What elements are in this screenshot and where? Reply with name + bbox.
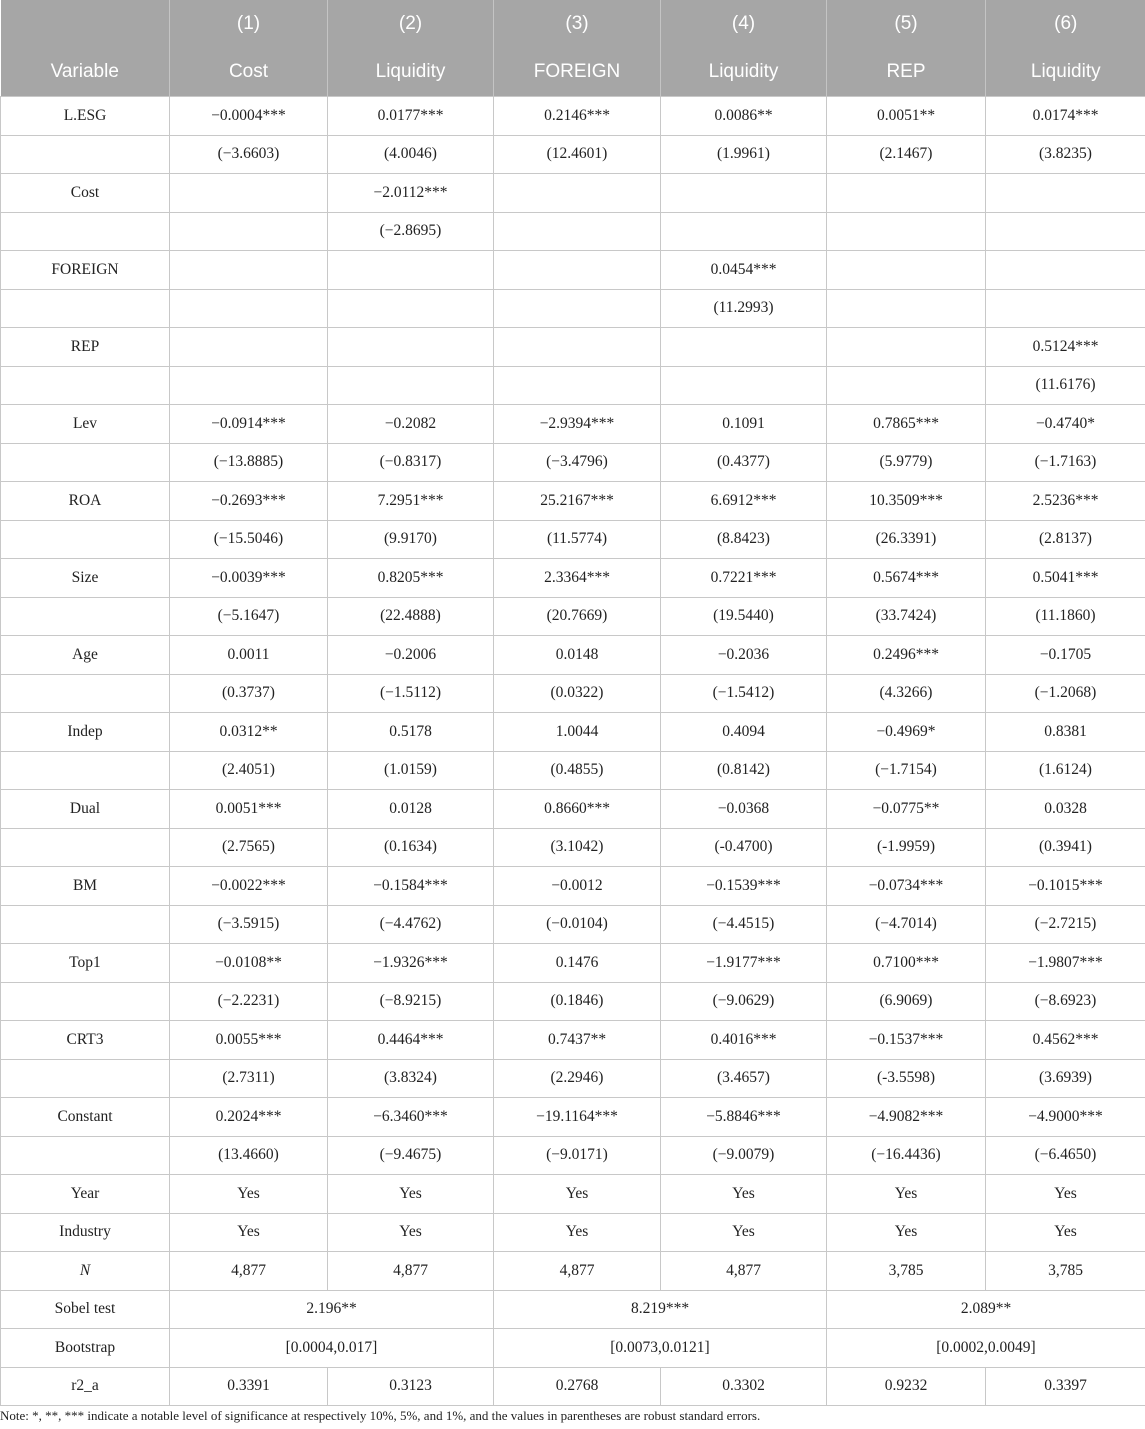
- coef-cell: 0.1091: [661, 405, 827, 444]
- se-row: [1, 674, 1145, 713]
- coef-cell: −0.1015***: [986, 867, 1145, 906]
- se-row: [1, 135, 1145, 174]
- variable-name: Size: [1, 559, 170, 598]
- value-cell: Yes: [328, 1213, 494, 1252]
- coef-row: [1, 1098, 1145, 1137]
- coef-cell: 0.7437**: [494, 1021, 661, 1060]
- col-number: (1): [170, 0, 328, 48]
- se-cell: (2.8137): [986, 520, 1145, 559]
- se-cell: (−2.8695): [328, 212, 494, 251]
- bootstrap-row: [1, 1329, 1145, 1368]
- coef-cell: −0.0022***: [170, 867, 328, 906]
- se-cell: (4.3266): [827, 674, 986, 713]
- col-name: Liquidity: [661, 48, 827, 97]
- se-cell: (1.9961): [661, 135, 827, 174]
- coef-cell: −0.0368: [661, 790, 827, 829]
- table-body: [1, 97, 1145, 1406]
- variable-name: Lev: [1, 405, 170, 444]
- se-cell: (3.8324): [328, 1059, 494, 1098]
- coef-cell: [827, 174, 986, 213]
- value-cell: Yes: [661, 1213, 827, 1252]
- coef-cell: 0.2496***: [827, 636, 986, 675]
- se-cell: (−1.7163): [986, 443, 1145, 482]
- coef-row: [1, 867, 1145, 906]
- r2-row: [1, 1367, 1145, 1406]
- se-cell: (−4.7014): [827, 905, 986, 944]
- coef-cell: [827, 328, 986, 367]
- se-cell: (−3.6603): [170, 135, 328, 174]
- coef-row: [1, 944, 1145, 983]
- value-cell: [0.0073,0.0121]: [494, 1329, 827, 1368]
- se-cell: [170, 289, 328, 328]
- se-cell: (1.6124): [986, 751, 1145, 790]
- se-cell: [661, 212, 827, 251]
- se-cell: (-3.5598): [827, 1059, 986, 1098]
- se-cell: [170, 212, 328, 251]
- coef-cell: 1.0044: [494, 713, 661, 752]
- se-cell: (11.1860): [986, 597, 1145, 636]
- variable-name-blank: [1, 674, 170, 713]
- se-cell: (−0.8317): [328, 443, 494, 482]
- se-cell: (12.4601): [494, 135, 661, 174]
- coef-cell: [170, 174, 328, 213]
- value-cell: 0.9232: [827, 1367, 986, 1406]
- se-cell: (−3.4796): [494, 443, 661, 482]
- se-cell: [328, 366, 494, 405]
- coef-cell: 0.0454***: [661, 251, 827, 290]
- row-label: Industry: [1, 1213, 170, 1252]
- coef-cell: −0.2082: [328, 405, 494, 444]
- variable-name: ROA: [1, 482, 170, 521]
- coef-cell: 0.0148: [494, 636, 661, 675]
- coef-cell: 6.6912***: [661, 482, 827, 521]
- coef-cell: [661, 328, 827, 367]
- coef-cell: −19.1164***: [494, 1098, 661, 1137]
- col-number: (5): [827, 0, 986, 48]
- se-cell: (8.8423): [661, 520, 827, 559]
- se-row: [1, 982, 1145, 1021]
- coef-cell: 10.3509***: [827, 482, 986, 521]
- coef-cell: 0.5041***: [986, 559, 1145, 598]
- coef-row: [1, 559, 1145, 598]
- col-number: (3): [494, 0, 661, 48]
- coef-cell: −6.3460***: [328, 1098, 494, 1137]
- coef-cell: [170, 251, 328, 290]
- variable-name: Indep: [1, 713, 170, 752]
- variable-header: Variable: [1, 48, 170, 97]
- coef-cell: 0.5178: [328, 713, 494, 752]
- se-cell: [827, 212, 986, 251]
- coef-cell: [986, 174, 1145, 213]
- coef-cell: 0.0174***: [986, 97, 1145, 136]
- variable-name-blank: [1, 212, 170, 251]
- coef-row: [1, 251, 1145, 290]
- coef-cell: 0.0051**: [827, 97, 986, 136]
- industry-row: [1, 1213, 1145, 1252]
- se-cell: [986, 212, 1145, 251]
- se-row: [1, 289, 1145, 328]
- se-cell: (33.7424): [827, 597, 986, 636]
- se-cell: (−1.2068): [986, 674, 1145, 713]
- se-cell: (0.4377): [661, 443, 827, 482]
- se-cell: (2.2946): [494, 1059, 661, 1098]
- col-name: FOREIGN: [494, 48, 661, 97]
- value-cell: 4,877: [494, 1252, 661, 1291]
- value-cell: Yes: [827, 1175, 986, 1214]
- se-cell: (2.7565): [170, 828, 328, 867]
- se-cell: (9.9170): [328, 520, 494, 559]
- coef-cell: 0.4562***: [986, 1021, 1145, 1060]
- col-name: Liquidity: [328, 48, 494, 97]
- variable-name: FOREIGN: [1, 251, 170, 290]
- se-row: [1, 366, 1145, 405]
- header-row-numbers: [1, 0, 1145, 48]
- col-name: Cost: [170, 48, 328, 97]
- se-cell: (−4.4762): [328, 905, 494, 944]
- se-cell: (20.7669): [494, 597, 661, 636]
- se-cell: (-1.9959): [827, 828, 986, 867]
- col-number: (4): [661, 0, 827, 48]
- coef-row: [1, 790, 1145, 829]
- value-cell: 0.3123: [328, 1367, 494, 1406]
- coef-cell: −1.9807***: [986, 944, 1145, 983]
- se-cell: (0.0322): [494, 674, 661, 713]
- coef-cell: −0.1539***: [661, 867, 827, 906]
- coef-cell: [170, 328, 328, 367]
- value-cell: Yes: [170, 1213, 328, 1252]
- value-cell: 2.089**: [827, 1290, 1145, 1329]
- coef-row: [1, 174, 1145, 213]
- se-cell: (−1.5412): [661, 674, 827, 713]
- n-row: [1, 1252, 1145, 1291]
- coef-cell: −0.4969*: [827, 713, 986, 752]
- coef-cell: −0.2036: [661, 636, 827, 675]
- coef-cell: 0.0312**: [170, 713, 328, 752]
- se-cell: [328, 289, 494, 328]
- coef-cell: −1.9326***: [328, 944, 494, 983]
- value-cell: 3,785: [986, 1252, 1145, 1291]
- se-cell: [827, 366, 986, 405]
- col-number: (6): [986, 0, 1145, 48]
- se-cell: (11.6176): [986, 366, 1145, 405]
- variable-name: Age: [1, 636, 170, 675]
- se-cell: (3.4657): [661, 1059, 827, 1098]
- value-cell: 4,877: [170, 1252, 328, 1291]
- coef-cell: 0.7100***: [827, 944, 986, 983]
- variable-name-blank: [1, 751, 170, 790]
- se-cell: (−1.5112): [328, 674, 494, 713]
- coef-cell: −0.2006: [328, 636, 494, 675]
- variable-name-blank: [1, 520, 170, 559]
- se-cell: (−2.7215): [986, 905, 1145, 944]
- se-cell: (2.4051): [170, 751, 328, 790]
- se-cell: (1.0159): [328, 751, 494, 790]
- coef-cell: [328, 328, 494, 367]
- col-name: Liquidity: [986, 48, 1145, 97]
- se-cell: (0.8142): [661, 751, 827, 790]
- se-cell: (11.5774): [494, 520, 661, 559]
- se-cell: (−1.7154): [827, 751, 986, 790]
- se-cell: (−0.0104): [494, 905, 661, 944]
- coef-cell: [328, 251, 494, 290]
- se-row: [1, 597, 1145, 636]
- value-cell: 0.3391: [170, 1367, 328, 1406]
- coef-cell: −0.1584***: [328, 867, 494, 906]
- coef-cell: −4.9000***: [986, 1098, 1145, 1137]
- coef-cell: 0.2024***: [170, 1098, 328, 1137]
- value-cell: 0.3302: [661, 1367, 827, 1406]
- value-cell: 3,785: [827, 1252, 986, 1291]
- se-cell: [661, 366, 827, 405]
- coef-cell: 0.8381: [986, 713, 1145, 752]
- coef-cell: 0.8205***: [328, 559, 494, 598]
- variable-name-blank: [1, 982, 170, 1021]
- coef-cell: −0.0004***: [170, 97, 328, 136]
- variable-name: REP: [1, 328, 170, 367]
- coef-cell: 2.3364***: [494, 559, 661, 598]
- value-cell: 8.219***: [494, 1290, 827, 1329]
- se-cell: (5.9779): [827, 443, 986, 482]
- se-cell: (26.3391): [827, 520, 986, 559]
- coef-cell: 0.4464***: [328, 1021, 494, 1060]
- se-cell: (0.3941): [986, 828, 1145, 867]
- col-number: (2): [328, 0, 494, 48]
- value-cell: Yes: [328, 1175, 494, 1214]
- row-label: Sobel test: [1, 1290, 170, 1329]
- variable-name: Dual: [1, 790, 170, 829]
- se-row: [1, 1136, 1145, 1175]
- se-row: [1, 443, 1145, 482]
- variable-name-blank: [1, 1059, 170, 1098]
- value-cell: 4,877: [661, 1252, 827, 1291]
- coef-cell: 0.7865***: [827, 405, 986, 444]
- se-cell: [827, 289, 986, 328]
- row-label: N: [1, 1252, 170, 1291]
- coef-cell: [661, 174, 827, 213]
- variable-name-blank: [1, 597, 170, 636]
- coef-cell: 0.2146***: [494, 97, 661, 136]
- coef-cell: 0.0051***: [170, 790, 328, 829]
- coef-cell: [986, 251, 1145, 290]
- se-cell: (−4.4515): [661, 905, 827, 944]
- value-cell: [0.0004,0.017]: [170, 1329, 494, 1368]
- coef-cell: −0.0775**: [827, 790, 986, 829]
- variable-name-blank: [1, 828, 170, 867]
- variable-name: BM: [1, 867, 170, 906]
- variable-name-blank: [1, 135, 170, 174]
- value-cell: [0.0002,0.0049]: [827, 1329, 1145, 1368]
- se-cell: (6.9069): [827, 982, 986, 1021]
- se-cell: (22.4888): [328, 597, 494, 636]
- se-cell: [986, 289, 1145, 328]
- row-label: Year: [1, 1175, 170, 1214]
- value-cell: 0.3397: [986, 1367, 1145, 1406]
- coef-cell: −0.0734***: [827, 867, 986, 906]
- coef-cell: −0.0012: [494, 867, 661, 906]
- coef-cell: 0.0128: [328, 790, 494, 829]
- variable-name-blank: [1, 905, 170, 944]
- coef-cell: −5.8846***: [661, 1098, 827, 1137]
- coef-row: [1, 405, 1145, 444]
- value-cell: 2.196**: [170, 1290, 494, 1329]
- se-cell: (−16.4436): [827, 1136, 986, 1175]
- coef-row: [1, 328, 1145, 367]
- se-cell: (0.1634): [328, 828, 494, 867]
- variable-name-blank: [1, 1136, 170, 1175]
- value-cell: Yes: [986, 1213, 1145, 1252]
- coef-row: [1, 1021, 1145, 1060]
- coef-cell: −0.4740*: [986, 405, 1145, 444]
- row-label: r2_a: [1, 1367, 170, 1406]
- header-blank-cell: [1, 0, 170, 48]
- variable-name: Constant: [1, 1098, 170, 1137]
- se-row: [1, 828, 1145, 867]
- coef-cell: 0.0055***: [170, 1021, 328, 1060]
- se-cell: (2.7311): [170, 1059, 328, 1098]
- coef-cell: [494, 174, 661, 213]
- se-row: [1, 905, 1145, 944]
- coef-cell: −2.9394***: [494, 405, 661, 444]
- coef-cell: −0.2693***: [170, 482, 328, 521]
- value-cell: Yes: [494, 1213, 661, 1252]
- value-cell: Yes: [170, 1175, 328, 1214]
- coef-cell: 0.8660***: [494, 790, 661, 829]
- se-cell: [170, 366, 328, 405]
- coef-cell: [494, 328, 661, 367]
- coef-cell: [827, 251, 986, 290]
- variable-name-blank: [1, 289, 170, 328]
- coef-cell: 0.5674***: [827, 559, 986, 598]
- coef-cell: 7.2951***: [328, 482, 494, 521]
- value-cell: Yes: [827, 1213, 986, 1252]
- sobel-row: [1, 1290, 1145, 1329]
- se-cell: (−6.4650): [986, 1136, 1145, 1175]
- se-cell: [494, 289, 661, 328]
- se-cell: (−3.5915): [170, 905, 328, 944]
- coef-cell: 0.4094: [661, 713, 827, 752]
- coef-cell: 0.1476: [494, 944, 661, 983]
- se-cell: (−8.9215): [328, 982, 494, 1021]
- se-cell: (−9.0171): [494, 1136, 661, 1175]
- table-header: [1, 0, 1145, 97]
- variable-name: Cost: [1, 174, 170, 213]
- se-cell: (−9.0079): [661, 1136, 827, 1175]
- year-row: [1, 1175, 1145, 1214]
- coef-row: [1, 482, 1145, 521]
- se-row: [1, 520, 1145, 559]
- se-cell: (2.1467): [827, 135, 986, 174]
- coef-cell: −0.0914***: [170, 405, 328, 444]
- se-cell: (−15.5046): [170, 520, 328, 559]
- coef-cell: 0.0328: [986, 790, 1145, 829]
- se-cell: (−2.2231): [170, 982, 328, 1021]
- coef-cell: −4.9082***: [827, 1098, 986, 1137]
- se-cell: (−13.8885): [170, 443, 328, 482]
- variable-name-blank: [1, 443, 170, 482]
- table-note: Note: *, **, *** indicate a notable level of significance at respectively 10%, 5%, and 1%, and the values in parentheses are robust standard errors.: [0, 1408, 761, 1423]
- se-cell: (−8.6923): [986, 982, 1145, 1021]
- se-cell: [494, 366, 661, 405]
- variable-name: CRT3: [1, 1021, 170, 1060]
- coef-row: [1, 713, 1145, 752]
- value-cell: Yes: [986, 1175, 1145, 1214]
- value-cell: Yes: [661, 1175, 827, 1214]
- coef-cell: −0.0108**: [170, 944, 328, 983]
- se-row: [1, 212, 1145, 251]
- se-cell: (3.1042): [494, 828, 661, 867]
- se-cell: (11.2993): [661, 289, 827, 328]
- coef-row: [1, 97, 1145, 136]
- se-cell: (0.3737): [170, 674, 328, 713]
- coef-cell: −0.1705: [986, 636, 1145, 675]
- coef-cell: 0.4016***: [661, 1021, 827, 1060]
- coef-cell: 0.0086**: [661, 97, 827, 136]
- coef-cell: −0.0039***: [170, 559, 328, 598]
- coef-cell: 25.2167***: [494, 482, 661, 521]
- coef-cell: 0.7221***: [661, 559, 827, 598]
- se-cell: (19.5440): [661, 597, 827, 636]
- coef-cell: 0.0011: [170, 636, 328, 675]
- se-row: [1, 1059, 1145, 1098]
- coef-cell: −2.0112***: [328, 174, 494, 213]
- se-cell: (−5.1647): [170, 597, 328, 636]
- value-cell: 4,877: [328, 1252, 494, 1291]
- se-cell: (−9.4675): [328, 1136, 494, 1175]
- coef-cell: 0.0177***: [328, 97, 494, 136]
- se-cell: (4.0046): [328, 135, 494, 174]
- value-cell: 0.2768: [494, 1367, 661, 1406]
- header-row-names: [1, 48, 1145, 97]
- se-cell: (0.1846): [494, 982, 661, 1021]
- coef-cell: [494, 251, 661, 290]
- se-cell: (3.8235): [986, 135, 1145, 174]
- se-row: [1, 751, 1145, 790]
- se-cell: (-0.4700): [661, 828, 827, 867]
- se-cell: [494, 212, 661, 251]
- variable-name: Top1: [1, 944, 170, 983]
- variable-name-blank: [1, 366, 170, 405]
- se-cell: (−9.0629): [661, 982, 827, 1021]
- se-cell: (13.4660): [170, 1136, 328, 1175]
- coef-row: [1, 636, 1145, 675]
- se-cell: (3.6939): [986, 1059, 1145, 1098]
- coef-cell: 2.5236***: [986, 482, 1145, 521]
- variable-name: L.ESG: [1, 97, 170, 136]
- coef-cell: −0.1537***: [827, 1021, 986, 1060]
- coef-cell: 0.5124***: [986, 328, 1145, 367]
- value-cell: Yes: [494, 1175, 661, 1214]
- row-label: Bootstrap: [1, 1329, 170, 1368]
- se-cell: (0.4855): [494, 751, 661, 790]
- col-name: REP: [827, 48, 986, 97]
- coef-cell: −1.9177***: [661, 944, 827, 983]
